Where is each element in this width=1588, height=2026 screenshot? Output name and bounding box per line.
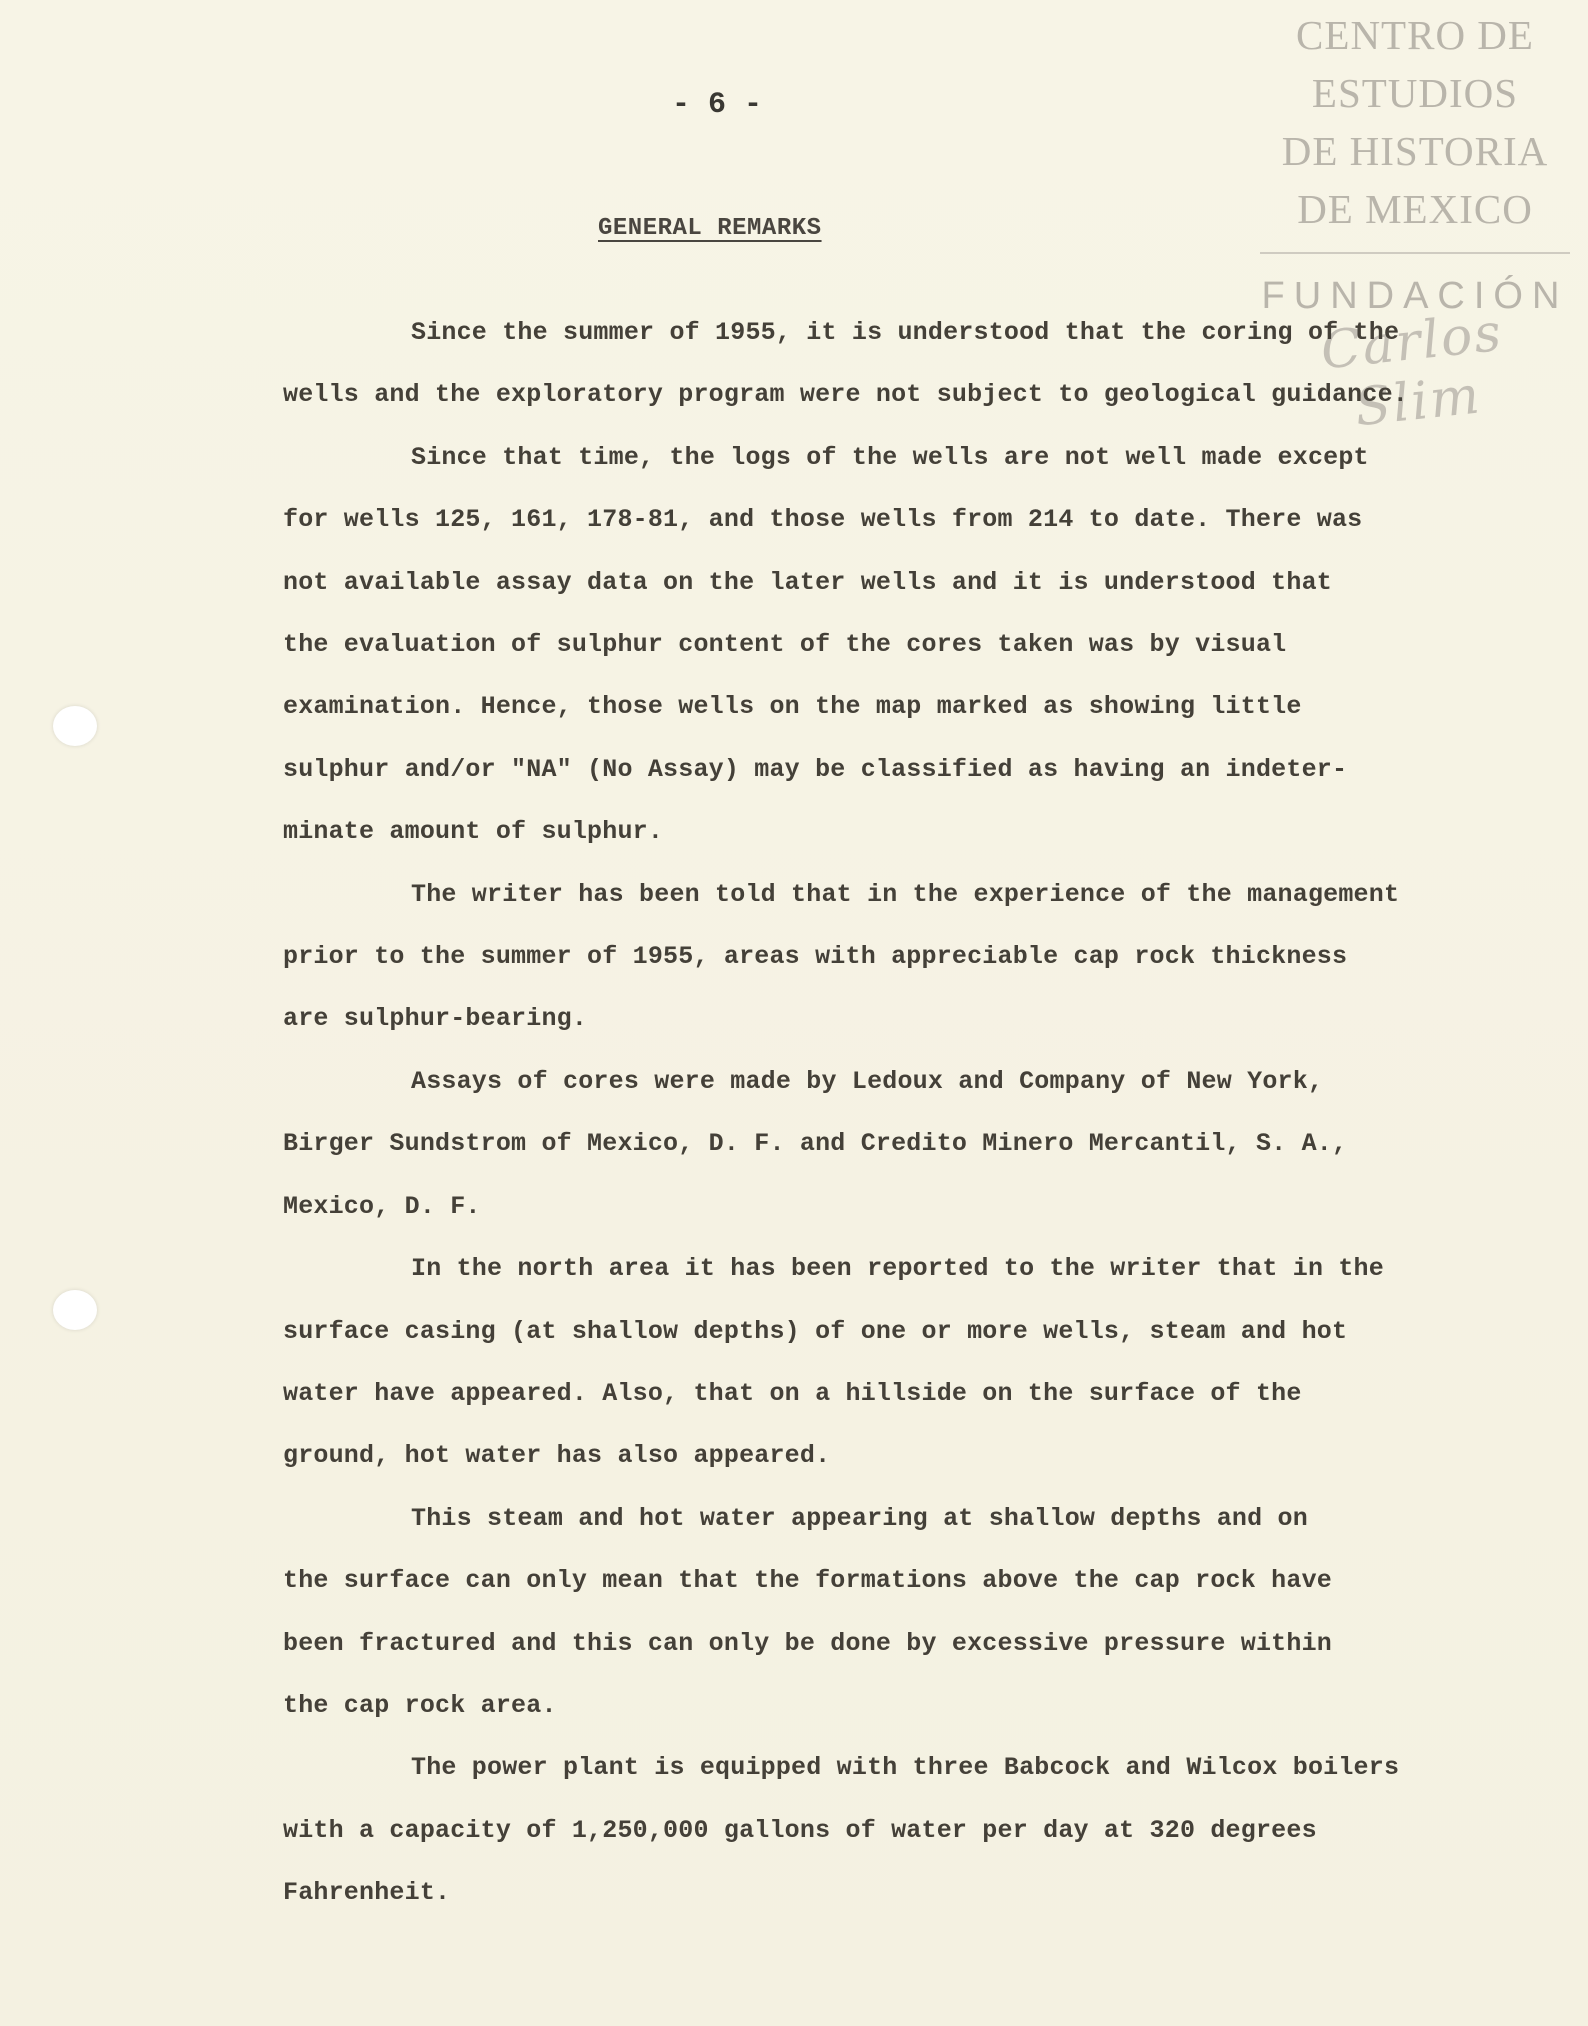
text-line: the cap rock area. bbox=[283, 1690, 557, 1720]
watermark-line: DE HISTORIA bbox=[1281, 128, 1549, 174]
text-line: Since that time, the logs of the wells are not well made except bbox=[411, 442, 1369, 472]
paragraph-first-line bbox=[283, 1488, 1453, 1550]
paragraph-first-line bbox=[283, 864, 1453, 926]
text-line: minate amount of sulphur. bbox=[283, 817, 664, 847]
punch-hole bbox=[53, 706, 97, 746]
text-line: Mexico, D. F. bbox=[283, 1191, 481, 1221]
paragraph-first-line bbox=[283, 1238, 1453, 1300]
text-line: for wells 125, 161, 178-81, and those wells from 214 to date. There was bbox=[283, 505, 1363, 535]
text-line: The writer has been told that in the experience of the management bbox=[411, 879, 1400, 909]
document-body bbox=[283, 302, 1453, 1925]
text-line: sulphur and/or "NA" (No Assay) may be classified as having an indeter- bbox=[283, 754, 1348, 784]
text-line: Birger Sundstrom of Mexico, D. F. and Credito Minero Mercantil, S. A., bbox=[283, 1129, 1348, 1159]
text-line: water have appeared. Also, that on a hillside on the surface of the bbox=[283, 1378, 1302, 1408]
paragraph-first-line bbox=[283, 427, 1453, 489]
punch-hole bbox=[53, 1290, 97, 1330]
text-line: wells and the exploratory program were not subject to geological guidance. bbox=[283, 380, 1408, 410]
text-line: are sulphur-bearing. bbox=[283, 1004, 588, 1034]
text-line: prior to the summer of 1955, areas with appreciable cap rock thickness bbox=[283, 942, 1348, 972]
watermark-line: ESTUDIOS bbox=[1311, 70, 1519, 116]
text-line: the surface can only mean that the formations above the cap rock have bbox=[283, 1566, 1332, 1596]
text-line: Since the summer of 1955, it is understood that the coring of the bbox=[411, 318, 1400, 347]
text-line: ground, hot water has also appeared. bbox=[283, 1441, 831, 1471]
watermark-divider bbox=[1260, 252, 1570, 254]
text-line: In the north area it has been reported to the writer that in the bbox=[411, 1254, 1384, 1284]
text-line: Fahrenheit. bbox=[283, 1878, 451, 1908]
text-line: not available assay data on the later wells and it is understood that bbox=[283, 567, 1332, 597]
text-line: surface casing (at shallow depths) of one or more wells, steam and hot bbox=[283, 1316, 1348, 1346]
page-number: - 6 - bbox=[671, 88, 762, 122]
text-line: been fractured and this can only be done by excessive pressure within bbox=[283, 1628, 1332, 1658]
text-line: Assays of cores were made by Ledoux and Company of New York, bbox=[411, 1066, 1324, 1096]
text-line: This steam and hot water appearing at shallow depths and on bbox=[411, 1503, 1308, 1533]
paragraph-first-line bbox=[283, 1737, 1453, 1799]
section-heading: GENERAL REMARKS bbox=[598, 215, 822, 242]
watermark-line: CENTRO DE bbox=[1296, 12, 1534, 58]
paragraph-first-line bbox=[283, 302, 1453, 364]
paragraph-first-line bbox=[283, 1051, 1453, 1113]
text-line: examination. Hence, those wells on the map marked as showing little bbox=[283, 692, 1302, 722]
watermark-line: DE MEXICO bbox=[1297, 186, 1533, 232]
text-line: with a capacity of 1,250,000 gallons of water per day at 320 degrees bbox=[283, 1815, 1317, 1845]
watermark-foundation: FUNDACIÓN bbox=[1261, 275, 1569, 317]
text-line: the evaluation of sulphur content of the cores taken was by visual bbox=[283, 630, 1287, 660]
watermark-signature: Carlos Slim bbox=[1318, 302, 1506, 439]
text-line: The power plant is equipped with three Babcock and Wilcox boilers bbox=[411, 1753, 1400, 1783]
